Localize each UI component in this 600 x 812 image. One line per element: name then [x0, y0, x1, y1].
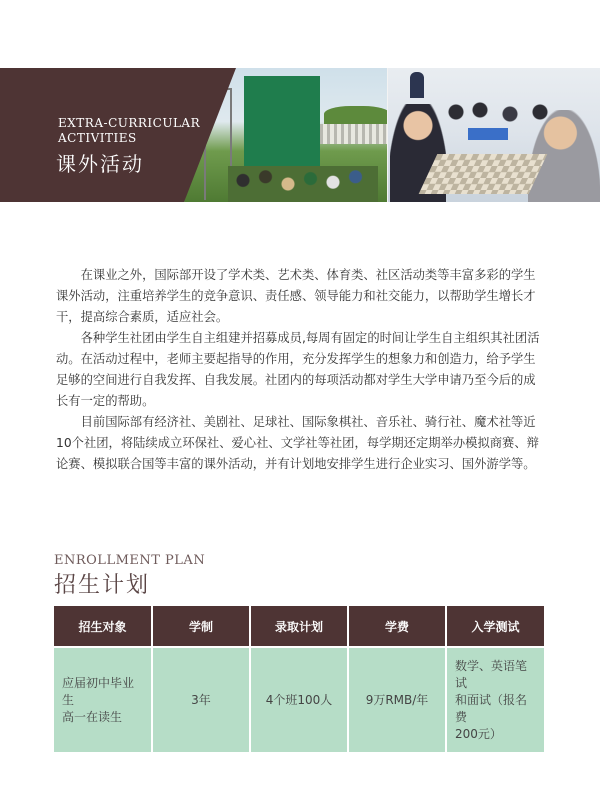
header-tuition: 学费 — [348, 606, 446, 647]
header-duration: 学制 — [152, 606, 250, 647]
enrollment-title-cn: 招生计划 — [54, 573, 151, 598]
paragraph: 各种学生社团由学生自主组建并招募成员,每周有固定的时间让学生自主组织其社团活动。在活动过程中，老师主要起指导的作用，充分发挥学生的想象力和创造力，给予学生足够的空间进行自我发挥、自我发展。社团内的每项活动都对学生大学申请乃至今后的成长有一定的帮助。 — [56, 331, 540, 408]
cell-duration: 3年 — [152, 647, 250, 752]
activities-description — [56, 265, 546, 475]
table-header-row — [54, 606, 544, 647]
paragraph: 在课业之外，国际部开设了学术类、艺术类、体育类、社区活动类等丰富多彩的学生课外活动，注重培养学生的竞争意识、责任感、领导能力和社交能力，以帮助学生增长才干，提高综合素质，适应社会。 — [56, 268, 536, 324]
banner-title-en — [58, 116, 228, 146]
student-crowd — [228, 166, 378, 202]
cell-target: 应届初中毕业生 高一在读生 — [54, 647, 152, 752]
photo-fence — [320, 124, 387, 144]
teacher-figure — [410, 72, 424, 98]
cell-plan: 4个班100人 — [250, 647, 348, 752]
table-row — [54, 647, 544, 752]
chess-board — [419, 154, 548, 194]
climbing-wall — [244, 76, 320, 166]
enrollment-table — [54, 606, 544, 752]
cell-tuition: 9万RMB/年 — [348, 647, 446, 752]
header-plan: 录取计划 — [250, 606, 348, 647]
banner-title-en-line2: ACTIVITIES — [58, 131, 137, 145]
classroom-chairs — [468, 128, 508, 140]
banner-title-cn: 课外活动 — [56, 152, 144, 176]
chess-club-photo — [388, 68, 600, 202]
cell-test: 数学、英语笔试 和面试（报名费 200元） — [446, 647, 544, 752]
enrollment-title-en: ENROLLMENT PLAN — [54, 553, 206, 568]
photo-trees — [324, 106, 387, 126]
banner-title-en-line1: EXTRA-CURRICULAR — [58, 116, 201, 130]
header-target: 招生对象 — [54, 606, 152, 647]
paragraph: 目前国际部有经济社、美剧社、足球社、国际象棋社、音乐社、骑行社、魔术社等近10个社团，将陆续成立环保社、爱心社、文学社等社团，每学期还定期举办模拟商赛、辩论赛、模拟联合国等丰富的课外活动，并有计划地安排学生进行企业实习、国外游学等。 — [56, 415, 539, 471]
header-test: 入学测试 — [446, 606, 544, 647]
